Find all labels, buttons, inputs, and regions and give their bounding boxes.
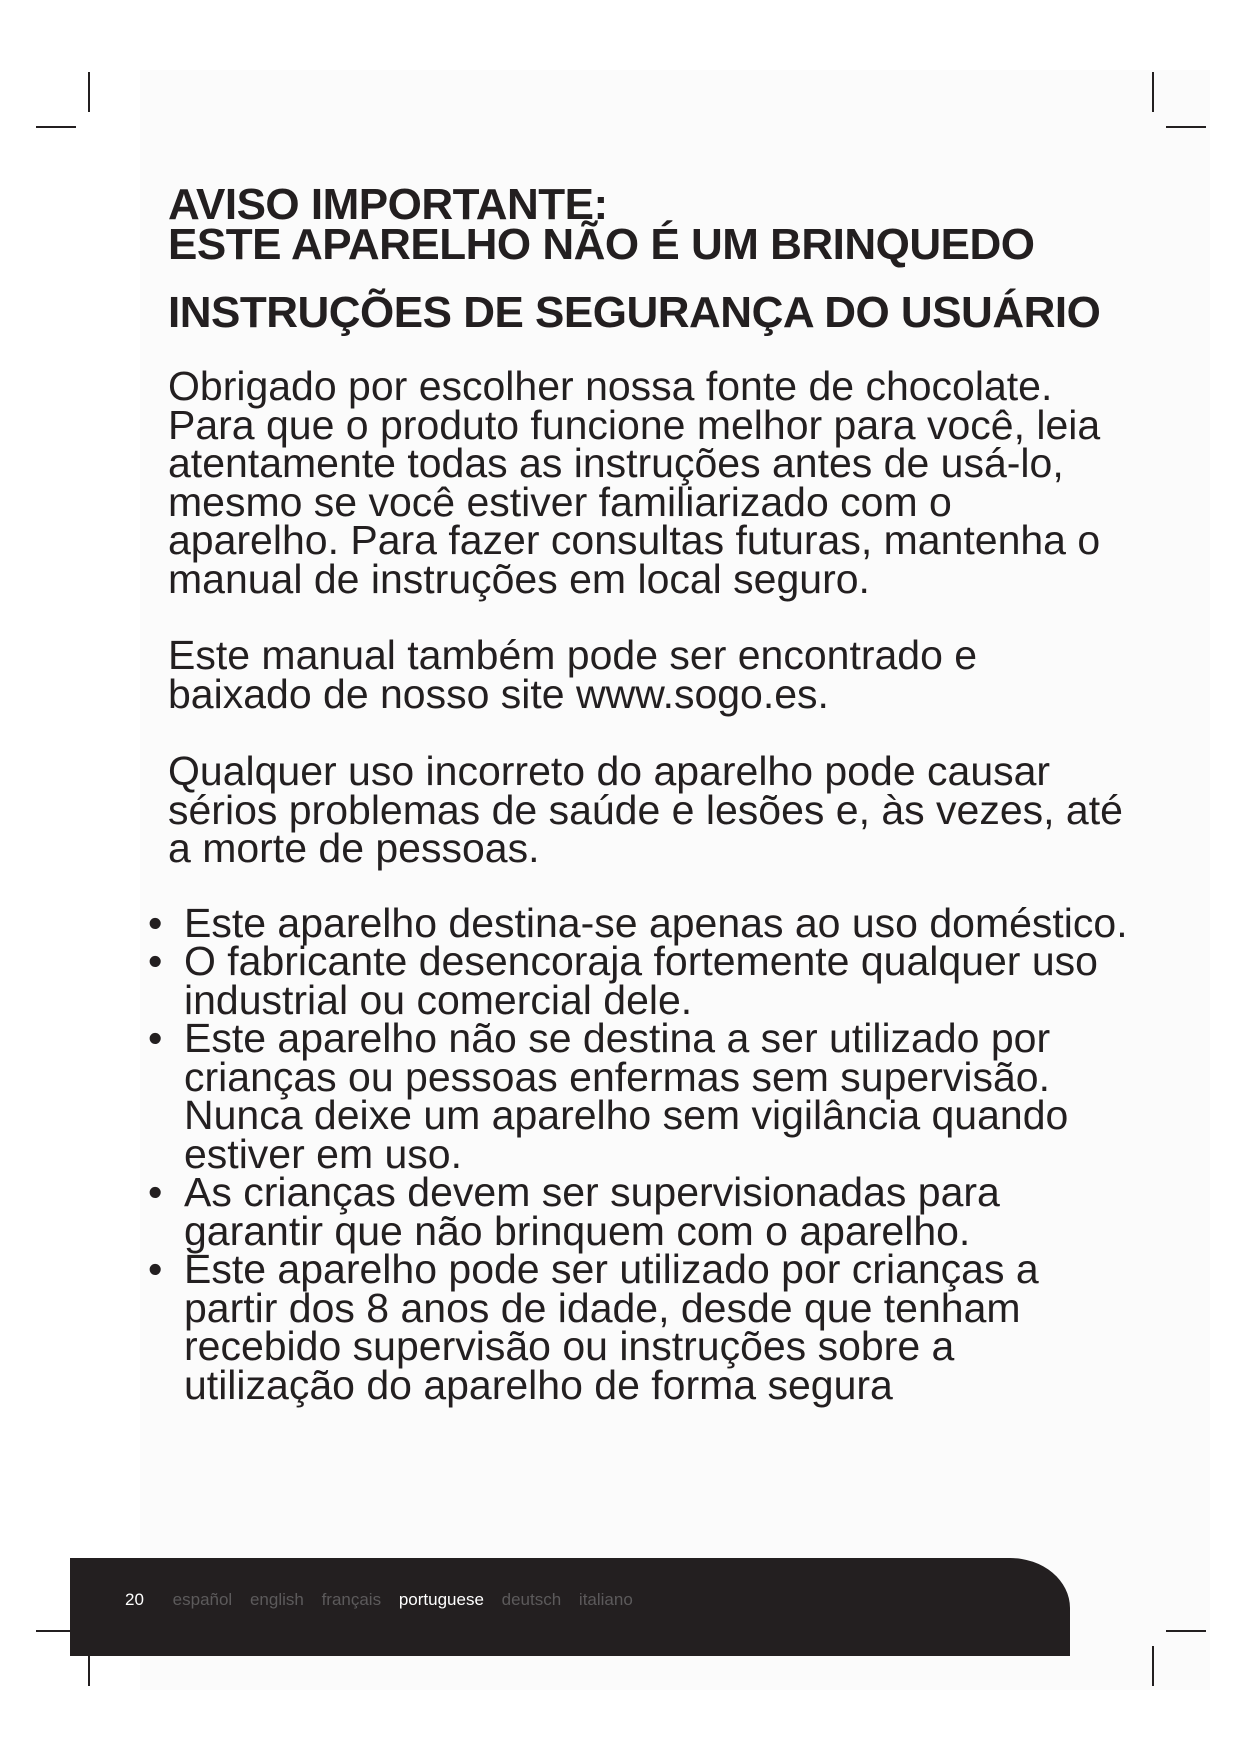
crop-mark-bottom-right-horizontal	[1166, 1630, 1206, 1632]
footer-language-italian: italiano	[578, 1590, 633, 1609]
warning-heading-line-1: AVISO IMPORTANTE:	[168, 180, 608, 229]
footer-language-spanish: español	[172, 1590, 233, 1609]
crop-mark-top-right-horizontal	[1166, 126, 1206, 128]
website-paragraph: Este manual também pode ser encontrado e baixado de nosso site www.sogo.es.	[168, 632, 978, 717]
crop-mark-top-left-horizontal	[36, 126, 76, 128]
bullet-text: As crianças devem ser supervisionadas para garantir que não brinquem com o aparelho.	[184, 1169, 1000, 1254]
bullet-text: O fabricante desencoraja fortemente qualquer uso industrial ou comercial dele.	[184, 938, 1098, 1023]
bullet-text: Este aparelho pode ser utilizado por crianças a partir dos 8 anos de idade, desde que tenham recebido supervisão ou instruções sobre a utilização do aparelho de forma segura	[184, 1246, 1039, 1408]
warning-heading-line-2: ESTE APARELHO NÃO É UM BRINQUEDO	[168, 220, 1035, 269]
crop-mark-top-left-vertical	[88, 72, 90, 112]
misuse-warning-paragraph: Qualquer uso incorreto do aparelho pode causar sérios problemas de saúde e lesões e, às vezes, até a morte de pessoas.	[168, 748, 1123, 871]
bullet-icon: •	[148, 938, 163, 984]
page-content	[148, 180, 1128, 1408]
section-title: INSTRUÇÕES DE SEGURANÇA DO USUÁRIO	[168, 288, 1101, 337]
bullet-text: Este aparelho não se destina a ser utilizado por crianças ou pessoas enfermas sem supervisão. Nunca deixe um aparelho sem vigilância quando estiver em uso.	[184, 1015, 1069, 1177]
bullet-icon: •	[148, 1246, 163, 1292]
footer-language-english: english	[249, 1590, 304, 1609]
crop-mark-bottom-right-vertical	[1152, 1646, 1154, 1686]
list-item	[148, 1169, 1128, 1254]
footer-language-portuguese-active: portuguese	[398, 1590, 484, 1609]
bullet-text: Este aparelho destina-se apenas ao uso doméstico.	[184, 899, 1128, 946]
safety-bullet-list	[148, 899, 1128, 1408]
page-number: 20	[125, 1590, 144, 1609]
warning-heading	[168, 180, 1128, 269]
list-item	[148, 899, 1128, 946]
bullet-icon: •	[148, 1169, 163, 1215]
list-item	[148, 1015, 1128, 1177]
bullet-icon: •	[148, 1015, 163, 1061]
footer-language-nav	[125, 1590, 646, 1610]
bullet-icon: •	[148, 899, 163, 946]
crop-mark-top-right-vertical	[1152, 72, 1154, 112]
intro-paragraph: Obrigado por escolher nossa fonte de chocolate. Para que o produto funcione melhor para você, leia atentamente todas as instruções antes de usá-lo, mesmo se você estiver familiarizado com o aparelho. Para fazer consultas futuras, mantenha o manual de instruções em local seguro.	[168, 363, 1101, 602]
footer-language-german: deutsch	[501, 1590, 562, 1609]
list-item	[148, 1246, 1128, 1408]
list-item	[148, 938, 1128, 1023]
footer-language-french: français	[321, 1590, 382, 1609]
